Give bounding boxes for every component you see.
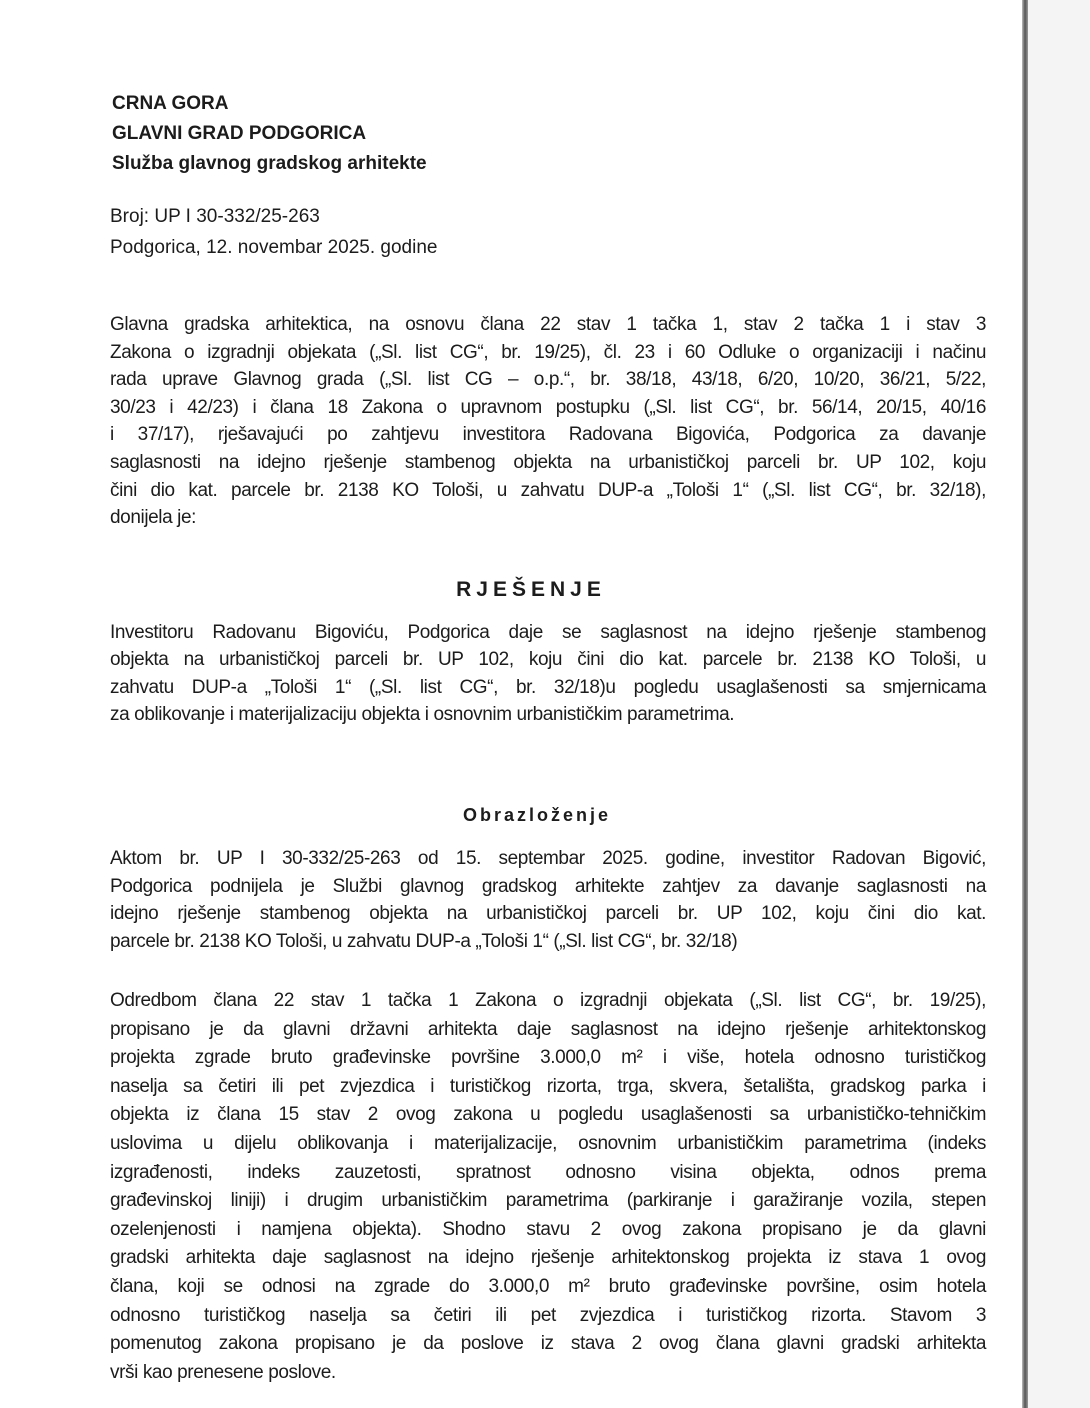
reasoning-title: Obrazloženje [462,805,612,825]
text-line: za oblikovanje i materijalizaciju objekta i osnovnim urbanističkim parametrima. [110,703,735,725]
header-country: CRNA GORA [112,93,229,114]
text-line: idejno rješenje stambenog objekta na urbanističkoj parceli br. UP 102, koju čini dio kat. [110,903,986,924]
text-line: Aktom br. UP I 30-332/25-263 od 15. septembar 2025. godine, investitor Radovan Bigović, [110,848,986,869]
text-line: donijela je: [110,507,197,529]
text-line: saglasnosti na idejno rješenje stambenog objekta na urbanističkoj parceli br. UP 102, koju [110,452,986,473]
document-date: Podgorica, 12. novembar 2025. godine [110,237,438,258]
text-line: objekta iz člana 15 stav 2 ovog zakona u pogledu usaglašenosti sa urbanističko-tehničkim [110,1104,986,1126]
text-line: Odredbom člana 22 stav 1 tačka 1 Zakona o izgradnji objekata („Sl. list CG“, br. 19/25), [110,990,986,1011]
text-line: Zakona o izgradnji objekata („Sl. list CG“, br. 19/25), čl. 23 i 60 Odluke o organizaciji i načinu [110,341,986,363]
text-line: izgrađenosti, indeks zauzetosti, spratnost odnosno visina objekta, odnos prema [110,1161,986,1183]
scan-margin [1028,0,1090,1408]
text-line: objekta na urbanističkoj parceli br. UP 102, koju čini dio kat. parcele br. 2138 KO Tološi, u [110,649,986,671]
text-line: ozelenjenosti i namjena objekta). Shodno stavu 2 ovog zakona propisano je da glavni [110,1218,986,1240]
text-line: odnosno turističkog naselja sa četiri ili pet zvjezdica i turističkog rizorta. Stavom 3 [110,1304,986,1326]
text-line: parcele br. 2138 KO Tološi, u zahvatu DUP-a „Tološi 1“ („Sl. list CG“, br. 32/18) [110,930,738,952]
text-line: člana, koji se odnosi na zgrade do 3.000,0 m² bruto građevinske površine, osim hotela [110,1276,986,1297]
text-line: i 37/17), rješavajući po zahtjevu investitora Radovana Bigovića, Podgorica za davanje [110,424,986,446]
text-line: Podgorica podnijela je Službi glavnog gradskog arhitekte zahtjev za davanje saglasnosti na [110,875,986,897]
text-line: Glavna gradska arhitektica, na osnovu člana 22 stav 1 tačka 1, stav 2 tačka 1 i stav 3 [110,314,986,335]
header-office: Služba glavnog gradskog arhitekte [112,153,427,174]
text-line: pomenutog zakona propisano je da poslove iz stava 2 ovog člana glavni gradski arhitekta [110,1333,986,1355]
text-line: Investitoru Radovanu Bigoviću, Podgorica daje se saglasnost na idejno rješenje stambenog [110,622,986,643]
text-line: građevinskoj liniji) i drugim urbanističkim parametrima (parkiranje i garažiranje vozila, stepen [110,1190,986,1212]
decision-title: RJEŠENJE [456,578,606,601]
text-line: vrši kao prenesene poslove. [110,1361,336,1383]
document-number: Broj: UP I 30-332/25-263 [110,206,320,227]
text-line: naselja sa četiri ili pet zvjezdica i turističkog rizorta, trga, skvera, šetališta, gradskog parka i [110,1075,986,1097]
text-line: propisano je da glavni državni arhitekta daje saglasnost na idejno rješenje arhitektonskog [110,1018,986,1040]
header-city: GLAVNI GRAD PODGORICA [112,123,367,144]
text-line: zahvatu DUP-a „Tološi 1“ („Sl. list CG“, br. 32/18)u pogledu usaglašenosti sa smjernicama [110,676,986,698]
scan-edge [1022,0,1028,1408]
text-line: čini dio kat. parcele br. 2138 KO Tološi, u zahvatu DUP-a „Tološi 1“ („Sl. list CG“, br. 32/18), [110,479,986,501]
text-line: uslovima u dijelu oblikovanja i materijalizacije, osnovnim urbanističkim parametrima (indeks [110,1133,986,1154]
text-line: projekta zgrade bruto građevinske površine 3.000,0 m² i više, hotela odnosno turističkog [110,1047,986,1069]
text-line: 30/23 i 42/23) i člana 18 Zakona o upravnom postupku („Sl. list CG“, br. 56/14, 20/15, 40/16 [110,396,986,418]
text-line: gradski arhitekta daje saglasnost na idejno rješenje arhitektonskog projekta iz stava 1 ovog [110,1247,986,1269]
text-line: rada uprave Glavnog grada („Sl. list CG – o.p.“, br. 38/18, 43/18, 6/20, 10/20, 36/21, 5/22, [110,369,986,391]
